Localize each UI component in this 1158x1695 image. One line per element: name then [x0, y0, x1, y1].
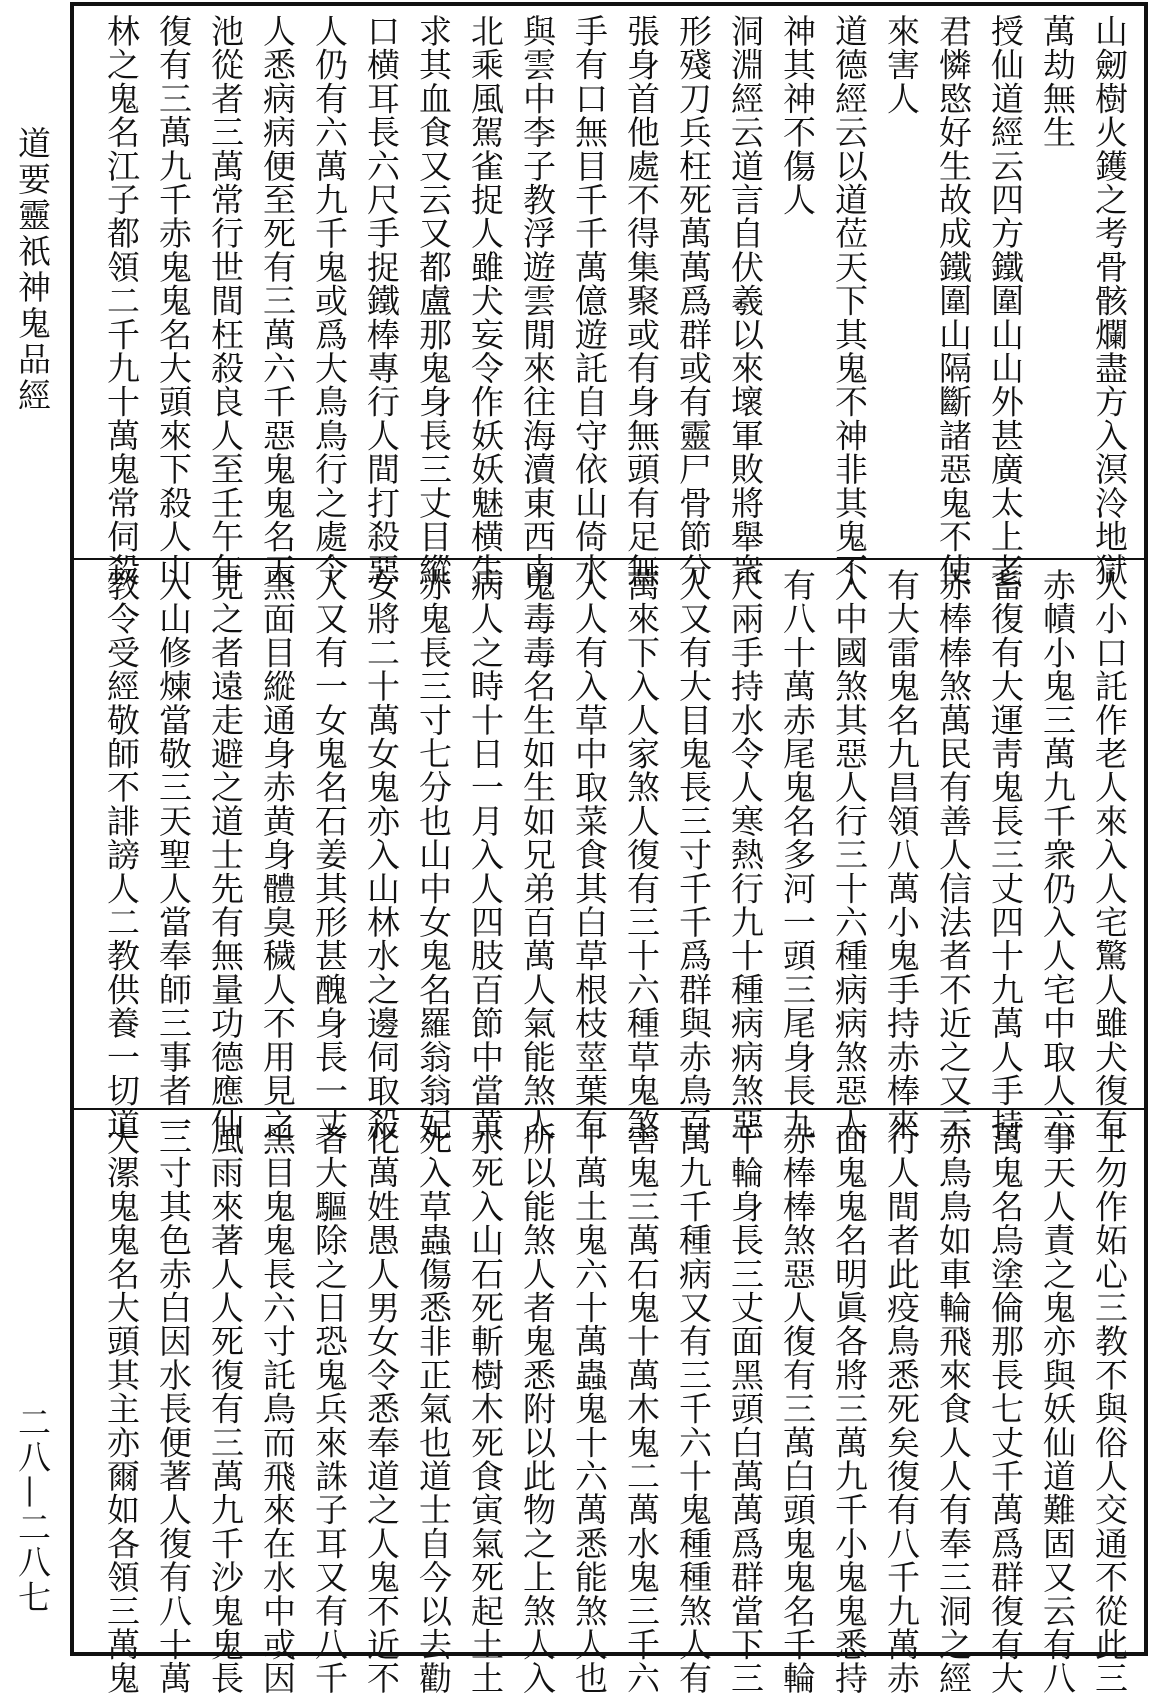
text-column: 尺兩手持水令人寒熱行九十種病病煞惡 [726, 568, 765, 1141]
text-column: 病人之時十日一月入人四肢百節中當黄 [466, 568, 505, 1141]
text-column: 授仙道經云四方鐵圍山山外甚廣太上老 [986, 14, 1025, 587]
text-column: 復有三萬九千赤鬼鬼名大頭來下殺人山 [154, 14, 193, 587]
text-column: 女將二十萬女鬼亦入山林水之邊伺取殺 [362, 568, 401, 1141]
text-column: 事天人責之鬼亦與妖仙道難固又云有八 [1038, 1122, 1077, 1695]
text-column: 林之鬼名江子都領二千九十萬鬼常伺殺 [102, 14, 141, 587]
text-column: 手有口無目千千萬億遊託自守依山倚水 [570, 14, 609, 587]
text-column: 神其神不傷人 [778, 14, 817, 217]
text-column: 洞淵經云道言自伏羲以來壞軍敗將舉衆 [726, 14, 765, 587]
text-column: 見之者遠走避之道士先有無量功德應仙 [206, 568, 245, 1141]
text-column: 君憐愍好生故成鐵圍山隔斷諸惡鬼不使 [934, 14, 973, 587]
text-column: 口横耳長六尺手捉鐵棒專行人間打殺惡 [362, 14, 401, 587]
text-column: 與雲中李子教浮遊雲閒來往海瀆東西南 [518, 14, 557, 587]
text-column: 池從者三萬常行世間枉殺良人至壬午年 [206, 14, 245, 587]
text-column: 人仍有六萬九千鬼或爲大鳥鳥行之處令 [310, 14, 349, 587]
text-column: 赤鬼長三寸七分也山中女鬼名羅翁翁妃 [414, 568, 453, 1141]
page-frame [70, 2, 1148, 1695]
text-column: 行人間者此疫鳥悉死矣復有八千九萬赤 [882, 1122, 921, 1695]
text-column: 形殘刀兵枉死萬萬爲群或有靈尸骨節分 [674, 14, 713, 587]
text-column: 赤棒棒煞惡人復有三萬白頭鬼鬼名千輪 [778, 1122, 817, 1695]
text-column: 人人有入草中取菜食其白草根枝莖葉有 [570, 568, 609, 1141]
text-column: 面鬼鬼名明眞各將三萬九千小鬼鬼悉持 [830, 1122, 869, 1695]
text-column: 萬來下入人家煞人復有三十六種草鬼煞 [622, 568, 661, 1141]
text-column: 畜復有大運靑鬼長三丈四十九萬人手持 [986, 568, 1025, 1141]
text-column: 化萬姓愚人男女令悉奉道之人鬼不近不 [362, 1122, 401, 1695]
text-column: 風雨來著人人死復有三萬九千沙鬼鬼長 [206, 1122, 245, 1695]
text-column: 赤幘小鬼三萬九千衆仍入人宅中取人六 [1038, 568, 1077, 1141]
text-column: 黑面目縱通身赤黄身體臭穢人不用見之 [258, 568, 297, 1141]
text-column: 三寸其色赤白因水長便著人復有八十萬 [154, 1122, 193, 1695]
text-column: 有大雷鬼名九昌領八萬小鬼手持赤棒來 [882, 568, 921, 1141]
text-column: 千輪身長三丈面黑頭白萬萬爲群當下三 [726, 1122, 765, 1695]
text-panel-middle [74, 558, 1144, 1141]
text-column: 赤棒棒煞萬民有善人信法者不近之又云 [934, 568, 973, 1141]
text-column: 害鬼三萬石鬼十萬木鬼二萬水鬼三千六 [622, 1122, 661, 1695]
text-column: 北乘風駕雀捉人雖犬妄令作妖妖魅横生 [466, 14, 505, 587]
text-column: 黑目鬼鬼長六寸託鳥而飛來在水中或因 [258, 1122, 297, 1695]
text-column: 萬九千種病又有三千六十鬼種種煞人有 [674, 1122, 713, 1695]
text-column: 入山修煉當敬三天聖人當奉師三事者一 [154, 568, 193, 1141]
text-column: 所以能煞人者鬼悉附以此物之上煞人入 [518, 1122, 557, 1695]
text-column: 教令受經敬師不誹謗人二教供養一切道 [102, 568, 141, 1141]
text-column: 山劒樹火鑊之考骨骸爛盡方入溟泠地獄 [1090, 14, 1129, 587]
text-column: 有八十萬赤尾鬼名多河一頭三尾身長九 [778, 568, 817, 1141]
text-column: 赤鳥鳥如車輪飛來食人人有奉三洞之經 [934, 1122, 973, 1695]
text-column: 人小口託作老人來入人宅驚人雖犬復有 [1090, 568, 1129, 1141]
text-column: 鬼毒毒名生如生如兄弟百萬人氣能煞人 [518, 568, 557, 1141]
text-column: 萬劫無生 [1038, 14, 1077, 149]
text-column: 士勿作妬心三教不與俗人交通不從此三 [1090, 1122, 1129, 1695]
text-column: 道德經云以道莅天下其鬼不神非其鬼不 [830, 14, 869, 587]
text-panel-bottom [74, 1108, 1144, 1695]
text-column: 萬鬼名烏塗倫那長七丈千萬爲群復有大 [986, 1122, 1025, 1695]
text-column: 張身首他處不得集聚或有身無頭有足無 [622, 14, 661, 587]
book-title: 道要靈祇神鬼品經 [13, 126, 52, 414]
text-panel-top [74, 6, 1144, 587]
text-column: 大漯鬼鬼名大頭其主亦爾如各領三萬鬼 [102, 1122, 141, 1695]
text-column: 人又有大目鬼長三寸千千爲群與赤鳥百 [674, 568, 713, 1141]
text-column: 十萬土鬼六十萬蟲鬼十六萬悉能煞人也 [570, 1122, 609, 1695]
text-column: 來害人 [882, 14, 921, 116]
text-column: 水死入山石死斬樹木死食寅氣死起土土 [466, 1122, 505, 1695]
page-number: 二八—二八七 [13, 1405, 52, 1615]
text-column: 人又有一女鬼名石姜其形甚醜身長一丈 [310, 568, 349, 1141]
text-column: 入中國煞其惡人行三十六種病病煞惡人 [830, 568, 869, 1141]
text-column: 死入草蟲傷悉非正氣也道士自今以去勸 [414, 1122, 453, 1695]
text-column: 者大驅除之日恐鬼兵來誅子耳又有八千 [310, 1122, 349, 1695]
text-column: 人悉病病便至死有三萬六千惡鬼鬼名天 [258, 14, 297, 587]
text-column: 求其血食又云又都盧那鬼身長三丈目縱 [414, 14, 453, 587]
